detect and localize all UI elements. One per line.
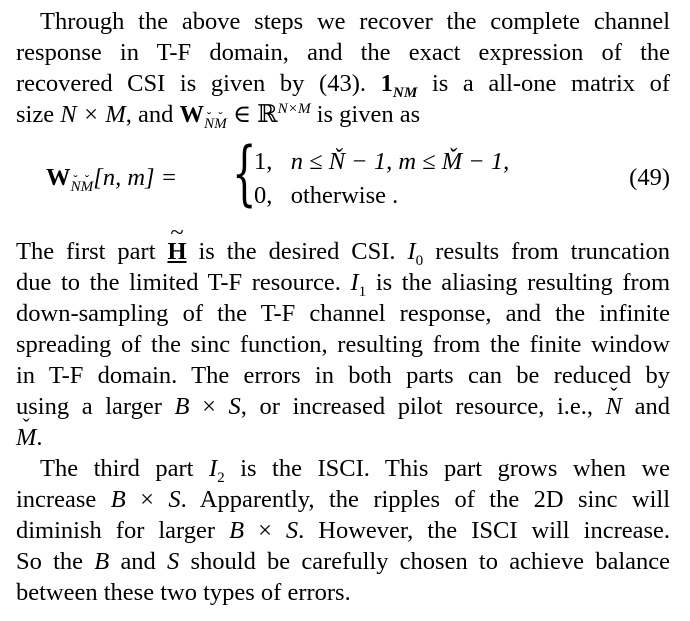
paragraph-isci [16, 453, 670, 608]
text-line: The first part ~ H is the desired CSI. $I_0$ results from truncation [16, 236, 670, 267]
text-line: ˇ M. [16, 422, 670, 453]
equation-case-2: 0, otherwise . [254, 182, 399, 209]
text-line: between these two types of errors. [16, 579, 351, 606]
equation-49 [46, 132, 670, 216]
text-line: using a larger B × S, or increased pilot resource, i.e., ˇ N and [16, 391, 670, 422]
text-line: size N × M, and $W_{NM}$ ∈ ℝ$^{N\times M}$ is given as [16, 99, 421, 132]
text-line: in T-F domain. The errors in both parts can be reduced by [16, 362, 670, 389]
all-one-matrix-symbol: $1_{NM}$ [380, 70, 418, 101]
text-line: Through the above steps we recover the complete channel [40, 8, 670, 35]
text-line: The third part $I_2$ is the ISCI. This part grows when we [40, 455, 671, 486]
equation-number: (49) [629, 164, 670, 191]
text-line: recovered CSI is given by (43). $1_{NM}$ is a all-one matrix of [16, 70, 671, 101]
text-line: due to the limited T-F resource. $I_1$ is the aliasing resulting from [16, 269, 671, 300]
equation-lhs: $W_{NM}[n$, m] = [46, 164, 178, 195]
equation-case-1: 1, n ≤ Ň − 1, m ≤ M̌ − 1, [254, 148, 510, 175]
left-brace: { [232, 132, 257, 214]
text-line: So the B and S should be carefully chosen to achieve balance [16, 548, 671, 575]
text-line: spreading of the sinc function, resulting from the finite window [16, 331, 670, 358]
paragraph-intro [16, 6, 670, 130]
paragraph-errors [16, 236, 670, 453]
text-line: response in T-F domain, and the exact expression of the [16, 39, 670, 66]
text-line: increase B × S. Apparently, the ripples of the 2D sinc will [16, 486, 671, 513]
text-line: down-sampling of the T-F channel response, and the infinite [16, 300, 670, 327]
text-line: diminish for larger B × S. However, the ISCI will increase. [16, 517, 671, 544]
